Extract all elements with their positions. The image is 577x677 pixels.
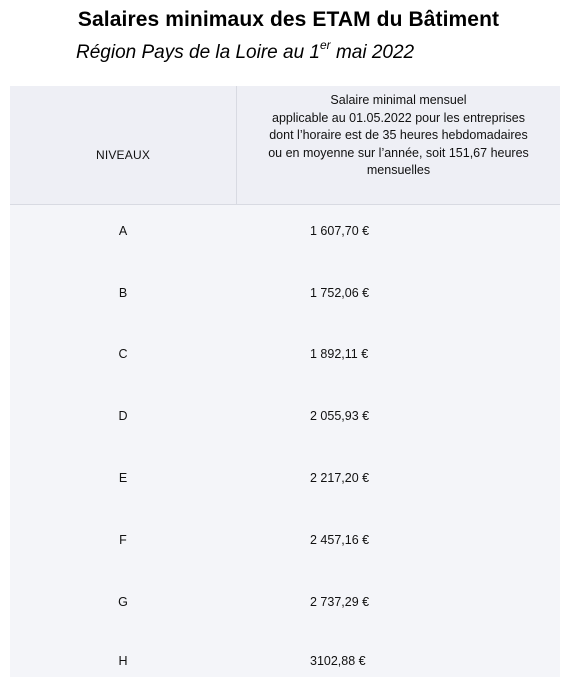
subtitle-date: mai 2022 — [330, 42, 415, 63]
level-cell: B — [118, 286, 128, 300]
amount-cell: 1 892,11 € — [310, 347, 369, 361]
level-cell: G — [118, 595, 128, 609]
table-row — [10, 654, 560, 674]
amount-cell: 1 752,06 € — [310, 286, 370, 300]
table-row — [10, 595, 560, 615]
amount-cell: 3102,88 € — [310, 654, 366, 668]
level-cell: H — [118, 654, 128, 668]
level-cell: A — [118, 224, 128, 238]
amount-cell: 2 457,16 € — [310, 533, 370, 547]
header-salary: Salaire minimal mensuel applicable au 01.05.2022 pour les entreprises dont l’horaire est de 35 heures hebdomadaires ou en moyenne sur l’année, soit 151,67 heures mensuelles — [268, 93, 529, 178]
page-subtitle — [76, 37, 415, 64]
subtitle-text: Région Pays de la Loire au 1 — [76, 42, 320, 63]
amount-cell: 2 217,20 € — [310, 471, 370, 485]
table-header — [10, 86, 560, 205]
table-row — [10, 347, 560, 367]
table-row — [10, 533, 560, 553]
salary-table — [10, 86, 560, 677]
page-title: Salaires minimaux des ETAM du Bâtiment — [77, 8, 500, 31]
amount-cell: 2 737,29 € — [310, 595, 370, 609]
subtitle-superscript: er — [320, 37, 331, 52]
amount-cell: 1 607,70 € — [310, 224, 370, 238]
amount-cell: 2 055,93 € — [310, 409, 370, 423]
table-row — [10, 224, 560, 244]
table-row — [10, 286, 560, 306]
header-levels: NIVEAUX — [95, 148, 151, 162]
table-row — [10, 471, 560, 491]
level-cell: E — [118, 471, 128, 485]
level-cell: C — [118, 347, 128, 361]
level-cell: F — [119, 533, 127, 547]
table-row — [10, 409, 560, 429]
level-cell: D — [118, 409, 128, 423]
